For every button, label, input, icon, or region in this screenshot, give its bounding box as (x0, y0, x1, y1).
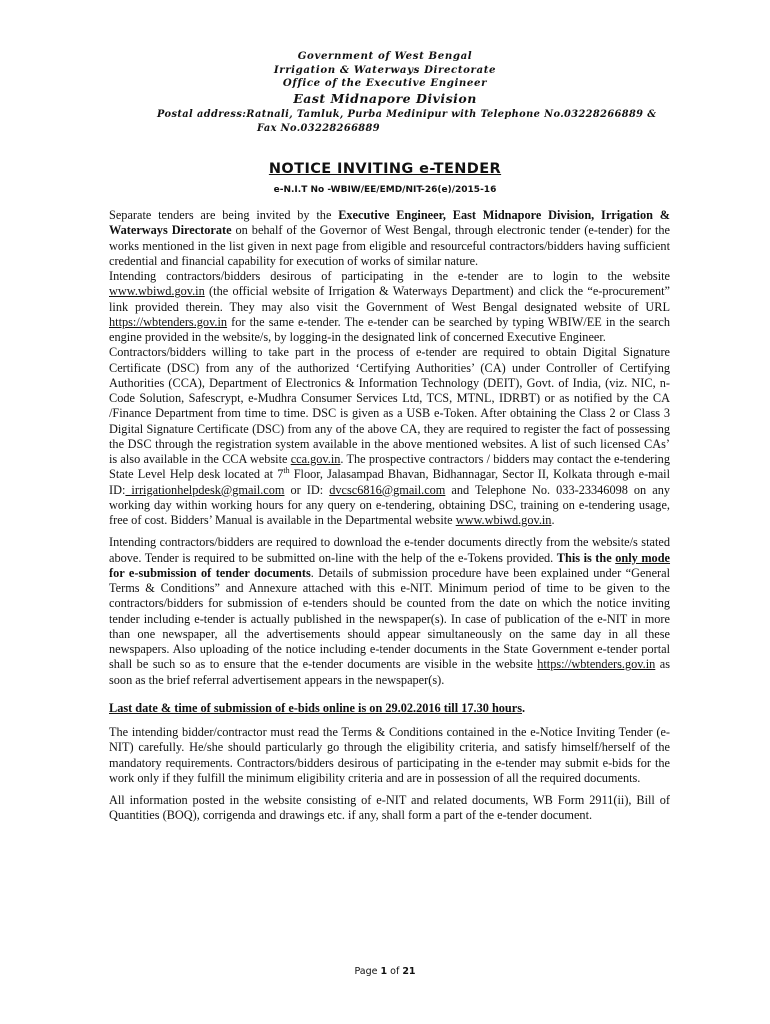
last-date-notice (109, 701, 670, 716)
text: as soon as the brief referral advertisement appears in the newspaper(s). (109, 657, 670, 687)
letterhead-directorate: Irrigation & Waterways Directorate (273, 63, 497, 76)
text: . (551, 513, 555, 527)
letterhead-office: Office of the Executive Engineer (282, 77, 488, 89)
paragraph-login (109, 269, 670, 345)
paragraph-terms: The intending bidder/contractor must read the Terms & Conditions contained in the e-Notice Inviting Tender (e-NIT) carefully. He/she should particularly go through the eligibility criteria, and satisfy himself/herself of the mandatory requirements. Contractors/bidders desirous of participating in the e-tender may submit e-bids for the work only if they fulfill the minimum eligibility criteria and are in possession of all the required documents. (109, 725, 670, 785)
page-label: Page (354, 966, 381, 977)
bold-text: Executive Engineer, East Midnapore Division, Irrigation & Waterways Directorate (109, 208, 670, 238)
helpdesk-email-link[interactable]: irrigationhelpdesk@gmail.com (125, 482, 285, 497)
page-total: 21 (402, 966, 416, 977)
notice-title: NOTICE INVITING e-TENDER (268, 161, 502, 177)
wbiwd-manual-link[interactable]: www.wbiwd.gov.in (455, 513, 552, 527)
page-number: 1 (380, 966, 388, 977)
wbtenders-link[interactable]: https://wbtenders.gov.in (109, 314, 228, 329)
text: . Details of submission procedure have been explained under “General Terms & Conditions” and Annexure attached with this e-NIT. Minimum period of time to be given to the contractors/bidders for submission of e-tenders should be counted from the date on which the notice inviting tender including e-tender is actually published in the newspaper(s). In case of publication of the e-NIT in more than one newspaper, all the advertisements should appear simultaneously on the same day in all these newspapers. Also uploading of the notice including e-tender documents in the State Government e-tender portal shall be such so as to ensure that the e-tender documents are visible in the website (109, 565, 670, 672)
wbtenders-link[interactable]: https://wbtenders.gov.in (537, 657, 656, 672)
last-date-text: Last date & time of submission of e-bids online is on 29.02.2016 till 17.30 hours (109, 700, 523, 715)
letterhead (120, 50, 650, 107)
paragraph-invitation (109, 208, 670, 269)
page-footer (0, 966, 770, 977)
paragraph-documents: All information posted in the website consisting of e-NIT and related documents, WB Form 2911(ii), Bill of Quantities (BOQ), corrigenda and drawings etc. if any, shall form a part of the e-tender document. (109, 793, 670, 823)
bold-underlined-text: only mode (615, 550, 671, 565)
superscript: th (283, 466, 290, 476)
nit-number: e-N.I.T No -WBIW/EE/EMD/NIT-26(e)/2015-16 (273, 185, 497, 195)
paragraph-dsc (109, 345, 670, 528)
text: for the same e-tender. The e-tender can be searched by typing WBIW/EE in the search engine provided in the website/s, by logging-in the designated link of concerned Executive Engineer. (109, 314, 670, 344)
letterhead-division: East Midnapore Division (293, 90, 477, 106)
text: and Telephone No. 033-23346098 on any working day within working hours for any query on e-tendering, obtaining DSC, training on e-tendering usage, free of cost. Bidders’ Manual is available in the Departmental website (109, 482, 670, 527)
bold-text: This is the (556, 550, 616, 565)
text: (the official website of Irrigation & Waterways Department) and click the “e-procurement” link provided therein. They may also visit the Government of West Bengal designated website of URL (109, 284, 670, 314)
notice-body (109, 208, 670, 824)
bold-text: for e-submission of tender documents (109, 565, 311, 580)
paragraph-download (109, 535, 670, 688)
text: Intending contractors/bidders desirous of participating in the e-tender are to login to the website (109, 269, 670, 283)
text: Floor, Jalasampad Bhavan, Bidhannagar, Sector II, Kolkata through e-mail ID: (109, 467, 670, 497)
postal-address (157, 108, 677, 136)
wbiwd-link[interactable]: www.wbiwd.gov.in (109, 284, 205, 299)
of-label: of (387, 966, 403, 977)
text: on behalf of the Governor of West Bengal, through electronic tender (e-tender) for the works mentioned in the list given in next page from eligible and resourceful contractors/bidders having sufficient credential and financial capability for execution of works of similar nature. (109, 223, 670, 268)
cca-link[interactable]: cca.gov.in (290, 452, 341, 466)
text: or ID: (284, 482, 330, 497)
text: . The prospective contractors / bidders may contact the e-tendering State Level Help desk located at 7 (109, 452, 670, 482)
fax-number: Fax No.03228266889 (257, 123, 380, 134)
postal-address-line: Postal address:Ratnali, Tamluk, Purba Medinipur with Telephone No.03228266889 & (157, 109, 657, 120)
text: Separate tenders are being invited by the (109, 208, 339, 222)
text: Intending contractors/bidders are required to download the e-tender documents directly from the website/s stated above. Tender is required to be submitted on-line with the help of the e-Tokens provided. (109, 535, 670, 565)
letterhead-government: Government of West Bengal (297, 50, 473, 62)
text: . (522, 700, 526, 715)
dvcsc-email-link[interactable]: dvcsc6816@gmail.com (329, 482, 446, 497)
text: Contractors/bidders willing to take part in the process of e-tender are required to obtain Digital Signature Certificate (DSC) from any of the authorized ‘Certifying Authorities’ (CA) under Controller of Certifying Authorities (CCA), Department of Electronics & Information Technology (DEIT), Govt. of India, (viz. NIC, n-Code Solution, Safescrypt, e-Mudhra Consumer Services Ltd, TCS, MTNL, IDRBT) or as notified by the CA /Finance Department from time to time. DSC is given as a USB e-Token. After obtaining the Class 2 or Class 3 Digital Signature Certificate (DSC) from any of the above CA, they are required to register the fact of possessing the DSC through the registration system available in the above mentioned websites. A list of such licensed CAs’ is also available in the CCA website (109, 345, 670, 466)
